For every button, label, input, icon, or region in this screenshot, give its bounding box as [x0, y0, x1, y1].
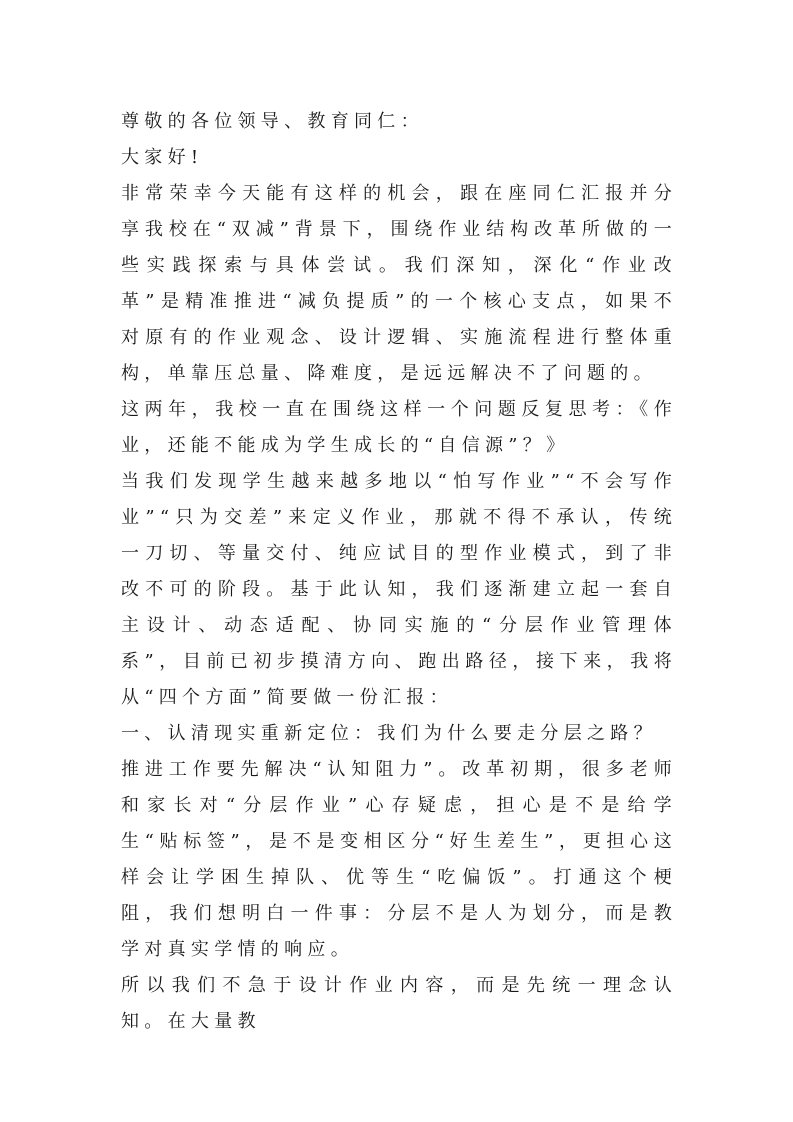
- section-1-continuation: 所以我们不急于设计作业内容，而是先统一理念认知。在大量教: [121, 975, 677, 1032]
- greeting: 大家好!: [121, 147, 204, 168]
- salutation: 尊敬的各位领导、教育同仁：: [121, 111, 424, 132]
- question-paragraph: 这两年，我校一直在围绕这样一个问题反复思考：《作业，还能不能成为学生成长的“自信源”？》: [121, 399, 677, 456]
- document-page: [121, 104, 677, 1040]
- section-1-paragraph: 推进工作要先解决“认知阻力”。改革初期，很多老师和家长对“分层作业”心存疑虑，担心是不是给学生“贴标签”，是不是变相区分“好生差生”，更担心这样会让学困生掉队、优等生“吃偏饭”。打通这个梗阻，我们想明白一件事：分层不是人为划分，而是教学对真实学情的响应。: [121, 759, 677, 960]
- background-paragraph: 当我们发现学生越来越多地以“怕写作业”“不会写作业”“只为交差”来定义作业，那就不得不承认，传统一刀切、等量交付、纯应试目的型作业模式，到了非改不可的阶段。基于此认知，我们逐渐建立起一套自主设计、动态适配、协同实施的“分层作业管理体系”，目前已初步摸清方向、跑出路径，接下来，我将从“四个方面”简要做一份汇报：: [121, 471, 677, 708]
- section-heading-1: 一、认清现实重新定位：我们为什么要走分层之路？: [121, 723, 657, 744]
- intro-paragraph: 非常荣幸今天能有这样的机会，跟在座同仁汇报并分享我校在“双减”背景下，围绕作业结构改革所做的一些实践探索与具体尝试。我们深知，深化“作业改革”是精准推进“减负提质”的一个核心支点，如果不对原有的作业观念、设计逻辑、实施流程进行整体重构，单靠压总量、降难度，是远远解决不了问题的。: [121, 183, 677, 384]
